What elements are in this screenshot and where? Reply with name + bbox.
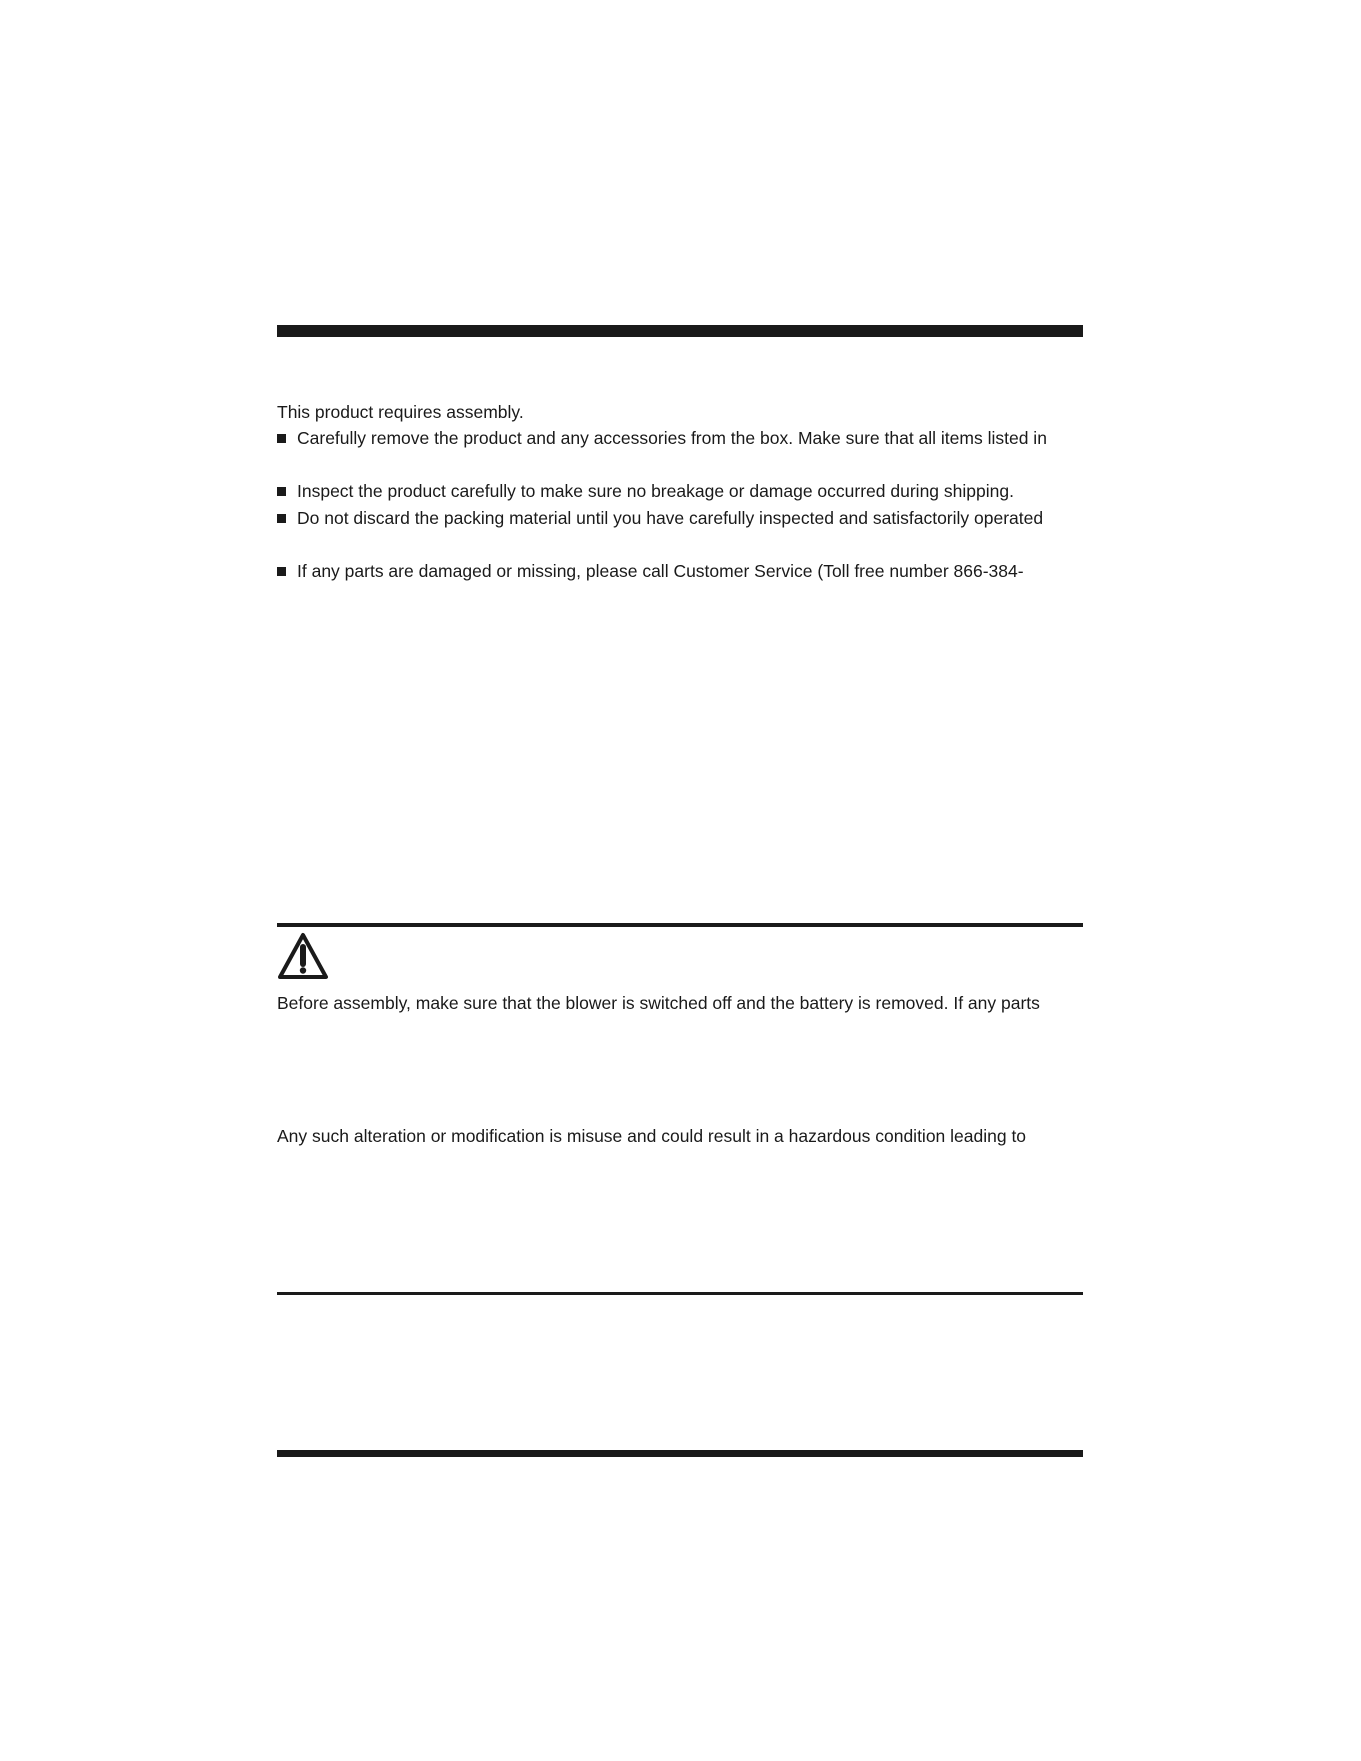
- list-item: [277, 427, 1047, 449]
- section-divider-warning: [277, 923, 1083, 927]
- intro-text: This product requires assembly.: [277, 402, 524, 422]
- section-divider-lower: [277, 1292, 1083, 1295]
- list-item-text: If any parts are damaged or missing, please call Customer Service (Toll free number 866-384-: [297, 561, 1024, 581]
- list-item: [277, 480, 1014, 502]
- list-item: [277, 560, 1024, 582]
- warning-triangle-icon: [277, 932, 329, 980]
- bullet-square-icon: [277, 487, 286, 496]
- bullet-square-icon: [277, 514, 286, 523]
- list-item-text: Do not discard the packing material until you have carefully inspected and satisfactorily operated: [297, 508, 1044, 528]
- list-item: [277, 507, 1043, 529]
- bullet-square-icon: [277, 567, 286, 576]
- warning-text-continued: Any such alteration or modification is misuse and could result in a hazardous condition leading to: [277, 1126, 1027, 1146]
- bullet-square-icon: [277, 434, 286, 443]
- list-item-text: Carefully remove the product and any accessories from the box. Make sure that all items listed in: [297, 428, 1047, 448]
- list-item-text: Inspect the product carefully to make sure no breakage or damage occurred during shipping.: [297, 481, 1014, 501]
- warning-text: Before assembly, make sure that the blower is switched off and the battery is removed. If any parts: [277, 993, 1040, 1013]
- section-divider-top: [277, 325, 1083, 337]
- section-divider-bottom: [277, 1450, 1083, 1457]
